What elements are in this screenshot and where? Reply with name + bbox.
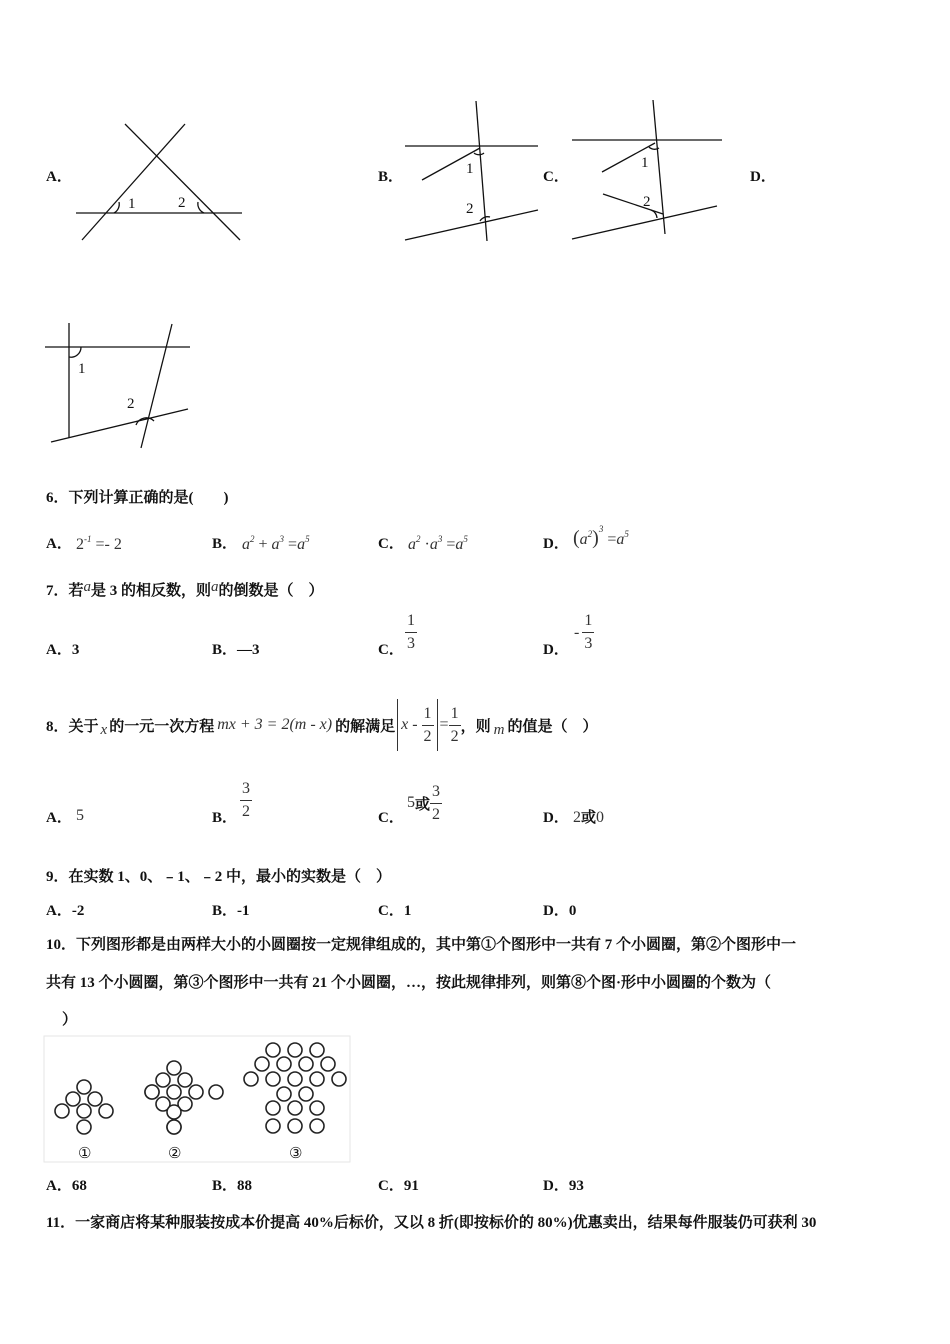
q9-option-a: A．-2 <box>46 903 85 919</box>
circle <box>299 1087 313 1101</box>
q7-option-c-fraction: $\frac{1}{3}$ <box>407 612 415 652</box>
circle <box>310 1043 324 1057</box>
option-b-label: B． <box>378 169 404 185</box>
circle <box>209 1085 223 1099</box>
q6-option-d-expr: $(a^2)^3 =a^5$ <box>573 524 629 549</box>
q6-option-c-expr: $a^2 \cdot a^3 =a^5$ <box>408 534 468 553</box>
q8-option-b-label: B． <box>212 810 238 826</box>
q7-option-c-label: C． <box>378 642 404 658</box>
angle-2-label: 2 <box>178 195 186 211</box>
q6-option-b-expr: $a^2 + a^3 =a^5$ <box>242 534 310 553</box>
circle <box>77 1104 91 1118</box>
circle <box>310 1119 324 1133</box>
circle <box>255 1057 269 1071</box>
q8-absolute-value: x - $\frac{1}{2}$ <box>397 699 437 751</box>
q9-option-c: C．1 <box>378 903 412 919</box>
circle <box>266 1119 280 1133</box>
option-c-label: C． <box>543 169 569 185</box>
circle <box>288 1043 302 1057</box>
question-6-stem: 6．下列计算正确的是( ) <box>46 490 229 506</box>
circle <box>77 1120 91 1134</box>
circle <box>99 1104 113 1118</box>
question-8-stem: 8．关于 x 的一元一次方程 mx + 3 = 2(m - x) 的解满足 x - $\frac{1}{2}$ = $\frac{1}{2}$ ，则 m 的值是（ ） <box>46 695 597 755</box>
question-7-stem: 7．若a是 3 的相反数，则a的倒数是（ ） <box>46 579 324 599</box>
circle-pattern-figures <box>44 1036 350 1162</box>
circle <box>88 1092 102 1106</box>
q7-option-b: B．—3 <box>212 642 260 658</box>
q6-option-c-label: C． <box>378 536 404 552</box>
circle <box>321 1057 335 1071</box>
circle <box>178 1073 192 1087</box>
angle-1-label: 1 <box>128 196 136 212</box>
option-a-label: A． <box>46 169 72 185</box>
figure-5a <box>70 118 250 248</box>
question-10-line-1: 10．下列图形都是由两样大小的小圆圈按一定规律组成的，其中第①个图形中一共有 7 个小圆圈，第②个图形中一 <box>46 937 797 953</box>
circle <box>77 1080 91 1094</box>
figure-5d <box>44 320 194 455</box>
question-11-stem: 11．一家商店将某种服装按成本价提高 40%后标价，又以 8 折(即按标价的 80%)优惠卖出，结果每件服装仍可获利 30 <box>46 1215 817 1231</box>
circle <box>332 1072 346 1086</box>
circle <box>167 1061 181 1075</box>
q7-option-d-label: D． <box>543 642 569 658</box>
q9-option-d: D．0 <box>543 903 577 919</box>
question-9-stem: 9．在实数 1、0、﹣1、﹣2 中，最小的实数是（ ） <box>46 869 392 885</box>
question-10-line-3: ） <box>62 1012 78 1028</box>
q6-option-a-label: A． <box>46 536 72 552</box>
circle <box>266 1072 280 1086</box>
circle <box>310 1072 324 1086</box>
circle <box>167 1105 181 1119</box>
circle <box>156 1073 170 1087</box>
circle <box>288 1119 302 1133</box>
q8-option-a-value: 5 <box>76 807 84 824</box>
q9-option-b: B．-1 <box>212 903 250 919</box>
q10-option-a: A．68 <box>46 1178 87 1194</box>
q6-option-b-label: B． <box>212 536 238 552</box>
circle <box>244 1072 258 1086</box>
q8-option-c-expr: 5 或 $\frac{3}{2}$ <box>407 782 441 823</box>
figure-5c <box>567 96 727 246</box>
figure-2-label: ② <box>168 1146 182 1162</box>
svg-text:1: 1 <box>78 361 86 377</box>
circle <box>288 1101 302 1115</box>
svg-text:2: 2 <box>466 201 474 217</box>
q8-option-c-label: C． <box>378 810 404 826</box>
circle <box>277 1057 291 1071</box>
figure-1-label: ① <box>78 1146 92 1162</box>
q10-option-b: B．88 <box>212 1178 253 1194</box>
circle <box>288 1072 302 1086</box>
circle <box>55 1104 69 1118</box>
svg-text:2: 2 <box>643 194 651 210</box>
circle <box>310 1101 324 1115</box>
circle <box>266 1101 280 1115</box>
circle <box>167 1120 181 1134</box>
figure-5b <box>400 98 545 248</box>
svg-text:1: 1 <box>466 161 474 177</box>
question-10-line-2: 共有 13 个小圆圈，第③个图形中一共有 21 个小圆圈，…，按此规律排列，则第⑧个图·形中小圆圈的个数为（ <box>46 975 772 991</box>
q6-option-d-label: D． <box>543 536 569 552</box>
q10-option-c: C．91 <box>378 1178 419 1194</box>
svg-text:2: 2 <box>127 396 135 412</box>
circle <box>299 1057 313 1071</box>
q8-option-d-label: D． <box>543 810 569 826</box>
circle <box>66 1092 80 1106</box>
q10-option-d: D．93 <box>543 1178 584 1194</box>
circle <box>277 1087 291 1101</box>
circle <box>167 1085 181 1099</box>
q7-option-d-fraction: - $\frac{1}{3}$ <box>574 612 593 652</box>
circle <box>189 1085 203 1099</box>
q8-option-d-expr: 2或0 <box>573 809 605 826</box>
q6-option-a-expr: $2^{-1} =- 2$ <box>76 534 122 553</box>
q8-option-a-label: A． <box>46 810 72 826</box>
svg-text:1: 1 <box>641 155 649 171</box>
q7-option-a: A．3 <box>46 642 80 658</box>
circle <box>266 1043 280 1057</box>
option-d-label: D． <box>750 169 776 185</box>
q8-option-b-fraction: $\frac{3}{2}$ <box>242 780 250 820</box>
figure-3-label: ③ <box>289 1146 303 1162</box>
circle <box>145 1085 159 1099</box>
